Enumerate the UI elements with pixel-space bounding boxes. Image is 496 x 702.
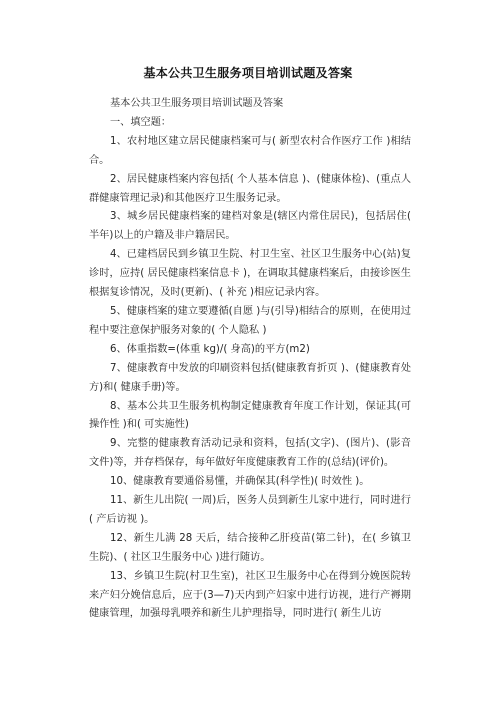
- paragraph-question-3: 3、城乡居民健康档案的建档对象是(辖区内常住居民)，包括居住( 半年)以上的户籍及非户籍居民。: [89, 211, 411, 242]
- paragraph-question-9: 9、完整的健康教育活动记录和资料，包括(文字)、(图片)、(影音文件)等，并存档保存，每年做好年度健康教育工作的(总结)(评价)。: [89, 438, 411, 469]
- paragraph-question-13: 13、乡镇卫生院(村卫生室)，社区卫生服务中心在得到分娩医院转来产妇分娩信息后，应于(3—7)天内到产妇家中进行访视，进行产褥期健康管理，加强母乳喂养和新生儿护理指导，同时进行( 新生儿访: [89, 570, 411, 620]
- document-body: [89, 95, 411, 624]
- paragraph-section-heading: 一、填空题：: [110, 116, 172, 128]
- paragraph-question-2: 2、居民健康档案内容包括( 个人基本信息 )、(健康体检)、(重点人群健康管理记录)和其他医疗卫生服务记录。: [89, 173, 411, 204]
- paragraph-question-4: 4、已建档居民到乡镇卫生院、村卫生室、社区卫生服务中心(站)复诊时，应持( 居民健康档案信息卡 )，在调取其健康档案后，由接诊医生根据复诊情况，及时(更新)、( 补充 )相应记录内容。: [89, 249, 411, 299]
- paragraph-question-5: 5、健康档案的建立要遵循(自愿 )与(引导)相结合的原则，在使用过程中要注意保护服务对象的( 个人隐私 ): [89, 305, 411, 336]
- paragraph-question-10: 10、健康教育要通俗易懂，并确保其(科学性)( 时效性 )。: [110, 476, 370, 488]
- paragraph-question-8: 8、基本公共卫生服务机构制定健康教育年度工作计划，保证其(可操作性 )和( 可实施性): [89, 400, 411, 431]
- paragraph-question-1: 1、农村地区建立居民健康档案可与( 新型农村合作医疗工作 )相结合。: [89, 135, 411, 166]
- paragraph-question-12: 12、新生儿满 28 天后，结合接种乙肝疫苗(第二针)，在( 乡镇卫生院)、( 社区卫生服务中心 )进行随访。: [89, 532, 411, 563]
- paragraph-question-11: 11、新生儿出院( 一周)后，医务人员到新生儿家中进行，同时进行( 产后访视 )。: [89, 495, 411, 525]
- paragraph-question-7: 7、健康教育中发放的印刷资料包括(健康教育折页 )、(健康教育处方)和( 健康手册)等。: [89, 362, 411, 393]
- paragraph-subtitle: 基本公共卫生服务项目培训试题及答案: [110, 98, 284, 109]
- paragraph-question-6: 6、体重指数=(体重 kg)/( 身高)的平方(m2): [110, 343, 310, 355]
- document-title: 基本公共卫生服务项目培训试题及答案: [143, 66, 353, 80]
